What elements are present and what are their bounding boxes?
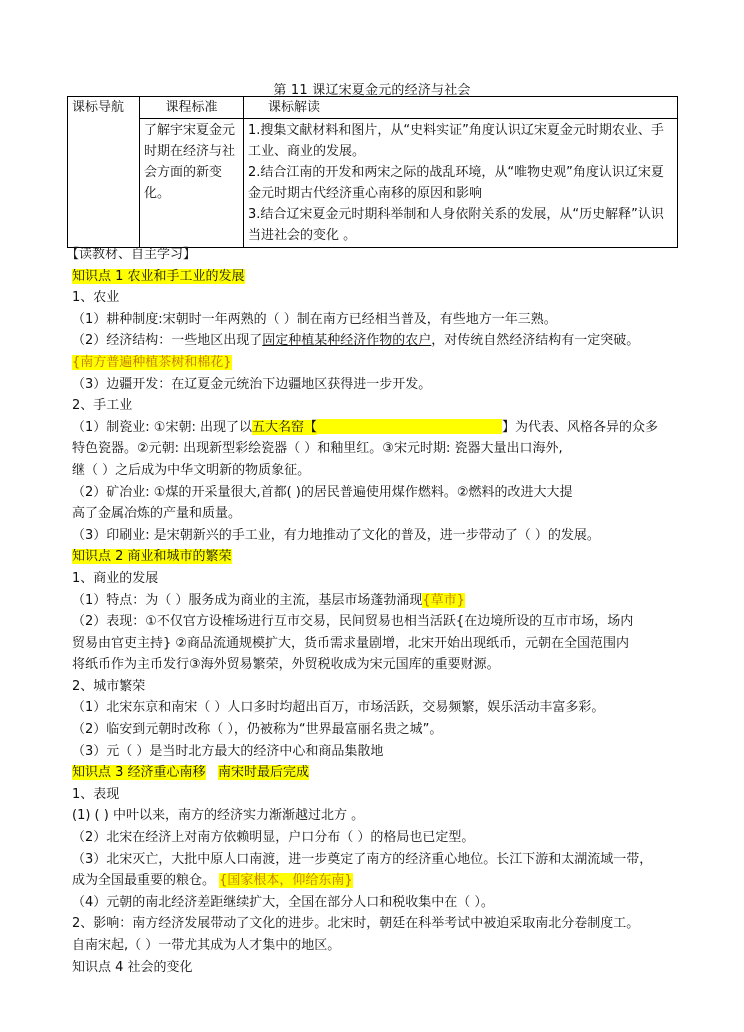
text-span: ，对传统自然经济结构有一定突破。 [431,333,640,349]
guide-standard-head: 课程标准 [140,97,244,119]
guide-reading-cell [244,119,678,248]
text-line: （3）印刷业: 是宋朝新兴的手工业，有力地推动了文化的普及，进一步带动了（ ）的发展。 [72,527,600,543]
text-span: （2）经济结构：一些地区出现了 [72,333,263,349]
guide-nav-head: 课标导航 [72,100,125,115]
text-line [72,870,682,892]
guide-reading-item: 2.结合江南的开发和两宋之际的战乱环境，从“唯物史观”角度认识辽宋夏金元时期古代经济重心南移的原因和影响 [248,165,664,201]
highlight-note: {国家根本，仰给东南} [219,873,353,889]
kp3-heading: 知识点 3 经济重心南移 [72,765,206,781]
text-line: 将纸币作为主币发行③海外贸易繁荣，外贸税收成为宋元国库的重要财源。 [72,657,500,673]
section-handicraft: 2、手工业 [72,398,133,414]
highlight-note: {南方普遍种植茶树和棉花} [72,354,232,370]
guide-standard-text: 了解宇宋夏金元时期在经济与社会方面的新变化。 [140,119,244,248]
text-span: （1）特点：为（ ）服务成为商业的主流，基层市场蓬勃涌现 [72,592,423,608]
study-content [66,244,682,978]
highlight-blank [317,419,502,434]
page-title: 第 11 课辽宋夏金元的经济与社会 [273,83,471,98]
read-heading: 【读教材、自主学习】 [66,247,197,262]
highlight-text: 五大名窑【 [251,419,317,435]
text-line: (1) ( ) 中叶以来，南方的经济实力渐渐越过北方 。 [72,808,365,824]
text-line: 自南宋起,（ ）一带尤其成为人才集中的地区。 [72,938,341,953]
text-line: （2）北宋在经济上对南方依赖明显，户口分布（ ）的格局也已定型。 [72,830,475,846]
section-agriculture: 1、农业 [72,290,120,306]
text-line: （3）北宋灭亡，大批中原人口南渡，进一步奠定了南方的经济重心地位。长江下游和太湖流域一带， [72,851,653,867]
text-line: （3）元（ ）是当时北方最大的经济中心和商品集散地 [72,743,384,759]
text-line: 继（ ）之后成为中华文明新的物质象征。 [72,462,311,478]
text-line: 2、影响：南方经济发展带动了文化的进步。北宋时，朝廷在科举考试中被迫采取南北分卷制度工。 [72,916,640,932]
curriculum-guide-table [67,96,678,248]
text-line: （3）边疆开发：在辽夏金元统治下边疆地区获得进一步开发。 [72,376,432,392]
text-line: 特色瓷器。②元朝: 出现新型彩绘瓷器（ ）和釉里红。③宋元时期: 瓷器大量出口海外, [72,441,563,457]
text-span: （1）制瓷业: ①宋朝: 出现了以 [72,419,252,435]
guide-reading-item: 1.搜集文献材料和图片，从“史料实证”角度认识辽宋夏金元时期农业、手工业、商业的发展。 [248,123,664,159]
section-performance: 1、表现 [72,786,120,802]
text-line: （2）矿冶业: ①煤的开采量很大,首都( )的居民普遍使用煤作燃料。②燃料的改进大大提 [72,484,573,500]
text-line: （4）元朝的南北经济差距继续扩大，全国在部分人口和税收集中在（ ）。 [72,894,494,910]
kp2-heading: 知识点 2 商业和城市的繁荣 [72,549,232,565]
kp3-note: 南宋时最后完成 [217,765,309,781]
text-line: 贸易由官吏主持} ②商品流通规模扩大，货币需求量剧增，北宋开始出现纸币，元朝在全国范围内 [72,635,630,651]
text-span: 成为全国最重要的粮仓。 [72,873,220,889]
text-line: （2）临安到元朝时改称（ ），仍被称为“世界最富丽名贵之城”。 [72,722,443,738]
text-line: 高了金属冶炼的产量和质量。 [72,506,242,522]
section-cities: 2、城市繁荣 [72,678,146,694]
knowledge-point-4: 知识点 4 社会的变化 [72,959,193,975]
kp1-heading: 知识点 1 农业和手工业的发展 [72,268,245,284]
text-line [72,352,682,374]
text-line: （2）表现：①不仅官方设榷场进行互市交易，民间贸易也相当活跃{在边境所设的互市市场，场内 [72,614,634,630]
guide-nav-cell [68,97,140,248]
knowledge-point-2 [72,546,682,568]
text-line [72,590,682,612]
text-line: （1）耕种制度:宋朝时一年两熟的（ ）制在南方已经相当普及，有些地方一年三熟。 [72,311,557,327]
highlight-note: {草市} [422,592,465,608]
guide-reading-item: 3.结合辽宋夏金元时期科举制和人身依附关系的发展，从“历史解释”认识当进社会的变化 。 [248,207,664,243]
text-line [72,417,682,439]
text-line [72,330,682,352]
text-line: （1）北宋东京和南宋（ ）人口多时均超出百万，市场活跃，交易频繁，娱乐活动丰富多彩。 [72,700,605,716]
knowledge-point-3 [72,762,682,784]
underlined-text: 固定种植某种经济作物的农户 [262,333,432,349]
knowledge-point-1 [72,266,682,288]
section-commerce: 1、商业的发展 [72,570,159,586]
guide-reading-head: 课标解读 [244,97,678,119]
text-span: 】为代表、风格各异的众多 [501,419,658,435]
